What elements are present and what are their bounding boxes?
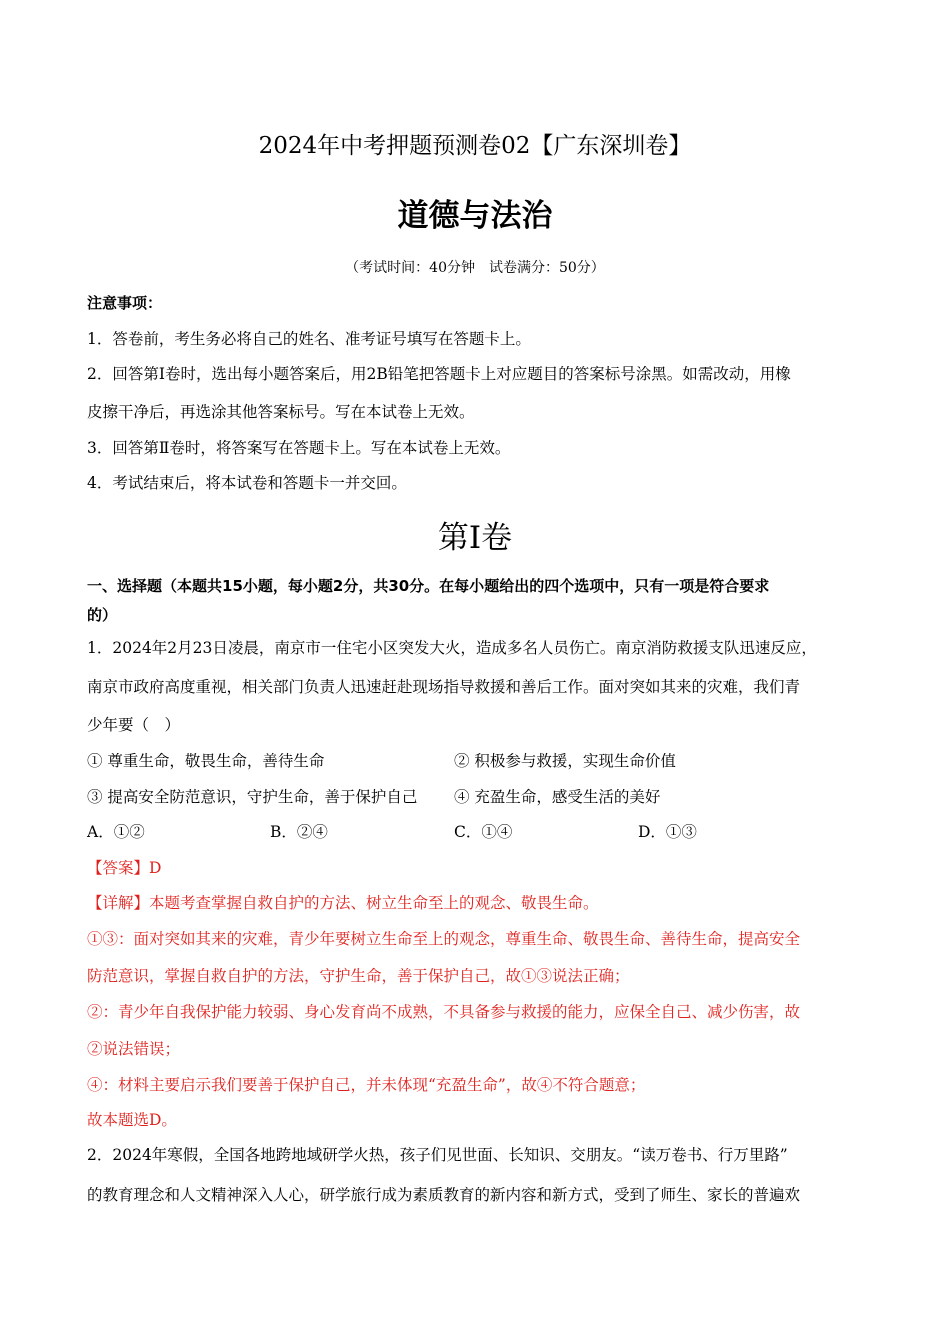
statement-3: ③ 提高安全防范意识，守护生命，善于保护自己 <box>87 788 418 806</box>
notice-item: 3．回答第Ⅱ卷时，将答案写在答题卡上。写在本试卷上无效。 <box>87 439 511 457</box>
notice-item: 皮擦干净后，再选涂其他答案标号。写在本试卷上无效。 <box>87 403 475 421</box>
notice-heading: 注意事项： <box>87 294 163 312</box>
question-stem-line: 南京市政府高度重视，相关部门负责人迅速赶赴现场指导救援和善后工作。面对突如其来的灾难，我们青 <box>87 678 801 696</box>
explanation-line: 防范意识，掌握自救自护的方法，守护生命，善于保护自己，故①③说法正确； <box>87 967 630 985</box>
option-c: C．①④ <box>454 823 513 841</box>
volume-title: 第Ⅰ卷 <box>437 520 513 556</box>
statement-1: ① 尊重生命，敬畏生命，善待生命 <box>87 752 325 770</box>
notice-item: 1．答卷前，考生务必将自己的姓名、准考证号填写在答题卡上。 <box>87 330 531 348</box>
statement-2: ② 积极参与救援，实现生命价值 <box>454 752 676 770</box>
option-d: D．①③ <box>638 823 697 841</box>
question-stem-line: 1．2024年2月23日凌晨，南京市一住宅小区突发大火，造成多名人员伤亡。南京消防救援支队迅速反应， <box>87 639 817 657</box>
explanation-line: ②说法错误； <box>87 1040 181 1058</box>
section-heading-line: 一、选择题（本题共15小题，每小题2分，共30分。在每小题给出的四个选项中，只有一项是符合要求 <box>87 577 770 595</box>
exam-info: （考试时间：40分钟 试卷满分：50分） <box>345 260 605 276</box>
explanation-line: 故本题选D。 <box>87 1111 177 1129</box>
explanation-line: 【详解】本题考查掌握自救自护的方法、树立生命至上的观念、敬畏生命。 <box>87 894 599 912</box>
question-stem-line: 少年要（ ） <box>87 716 181 734</box>
exam-title: 2024年中考押题预测卷02【广东深圳卷】 <box>258 133 692 159</box>
explanation-line: ①③：面对突如其来的灾难，青少年要树立生命至上的观念，尊重生命、敬畏生命、善待生命，提高安全 <box>87 930 801 948</box>
option-b: B．②④ <box>270 823 328 841</box>
question-stem-line: 的教育理念和人文精神深入人心，研学旅行成为素质教育的新内容和新方式，受到了师生、家长的普遍欢 <box>87 1186 801 1204</box>
explanation-line: ②：青少年自我保护能力较弱、身心发育尚不成熟，不具备参与救援的能力，应保全自己、减少伤害，故 <box>87 1003 801 1021</box>
statement-4: ④ 充盈生命，感受生活的美好 <box>454 788 661 806</box>
explanation-line: ④：材料主要启示我们要善于保护自己，并未体现“充盈生命”，故④不符合题意； <box>87 1076 646 1094</box>
notice-item: 4．考试结束后，将本试卷和答题卡一并交回。 <box>87 474 407 492</box>
question-stem-line: 2．2024年寒假，全国各地跨地域研学火热，孩子们见世面、长知识、交朋友。“读万卷书、行万里路” <box>87 1146 788 1164</box>
option-a: A．①② <box>87 823 145 841</box>
answer-line: 【答案】D <box>87 859 162 877</box>
section-heading-line: 的） <box>87 606 118 624</box>
subject-title: 道德与法治 <box>397 198 553 234</box>
notice-item: 2．回答第Ⅰ卷时，选出每小题答案后，用2B铅笔把答题卡上对应题目的答案标号涂黑。如需改动，用橡 <box>87 365 791 383</box>
